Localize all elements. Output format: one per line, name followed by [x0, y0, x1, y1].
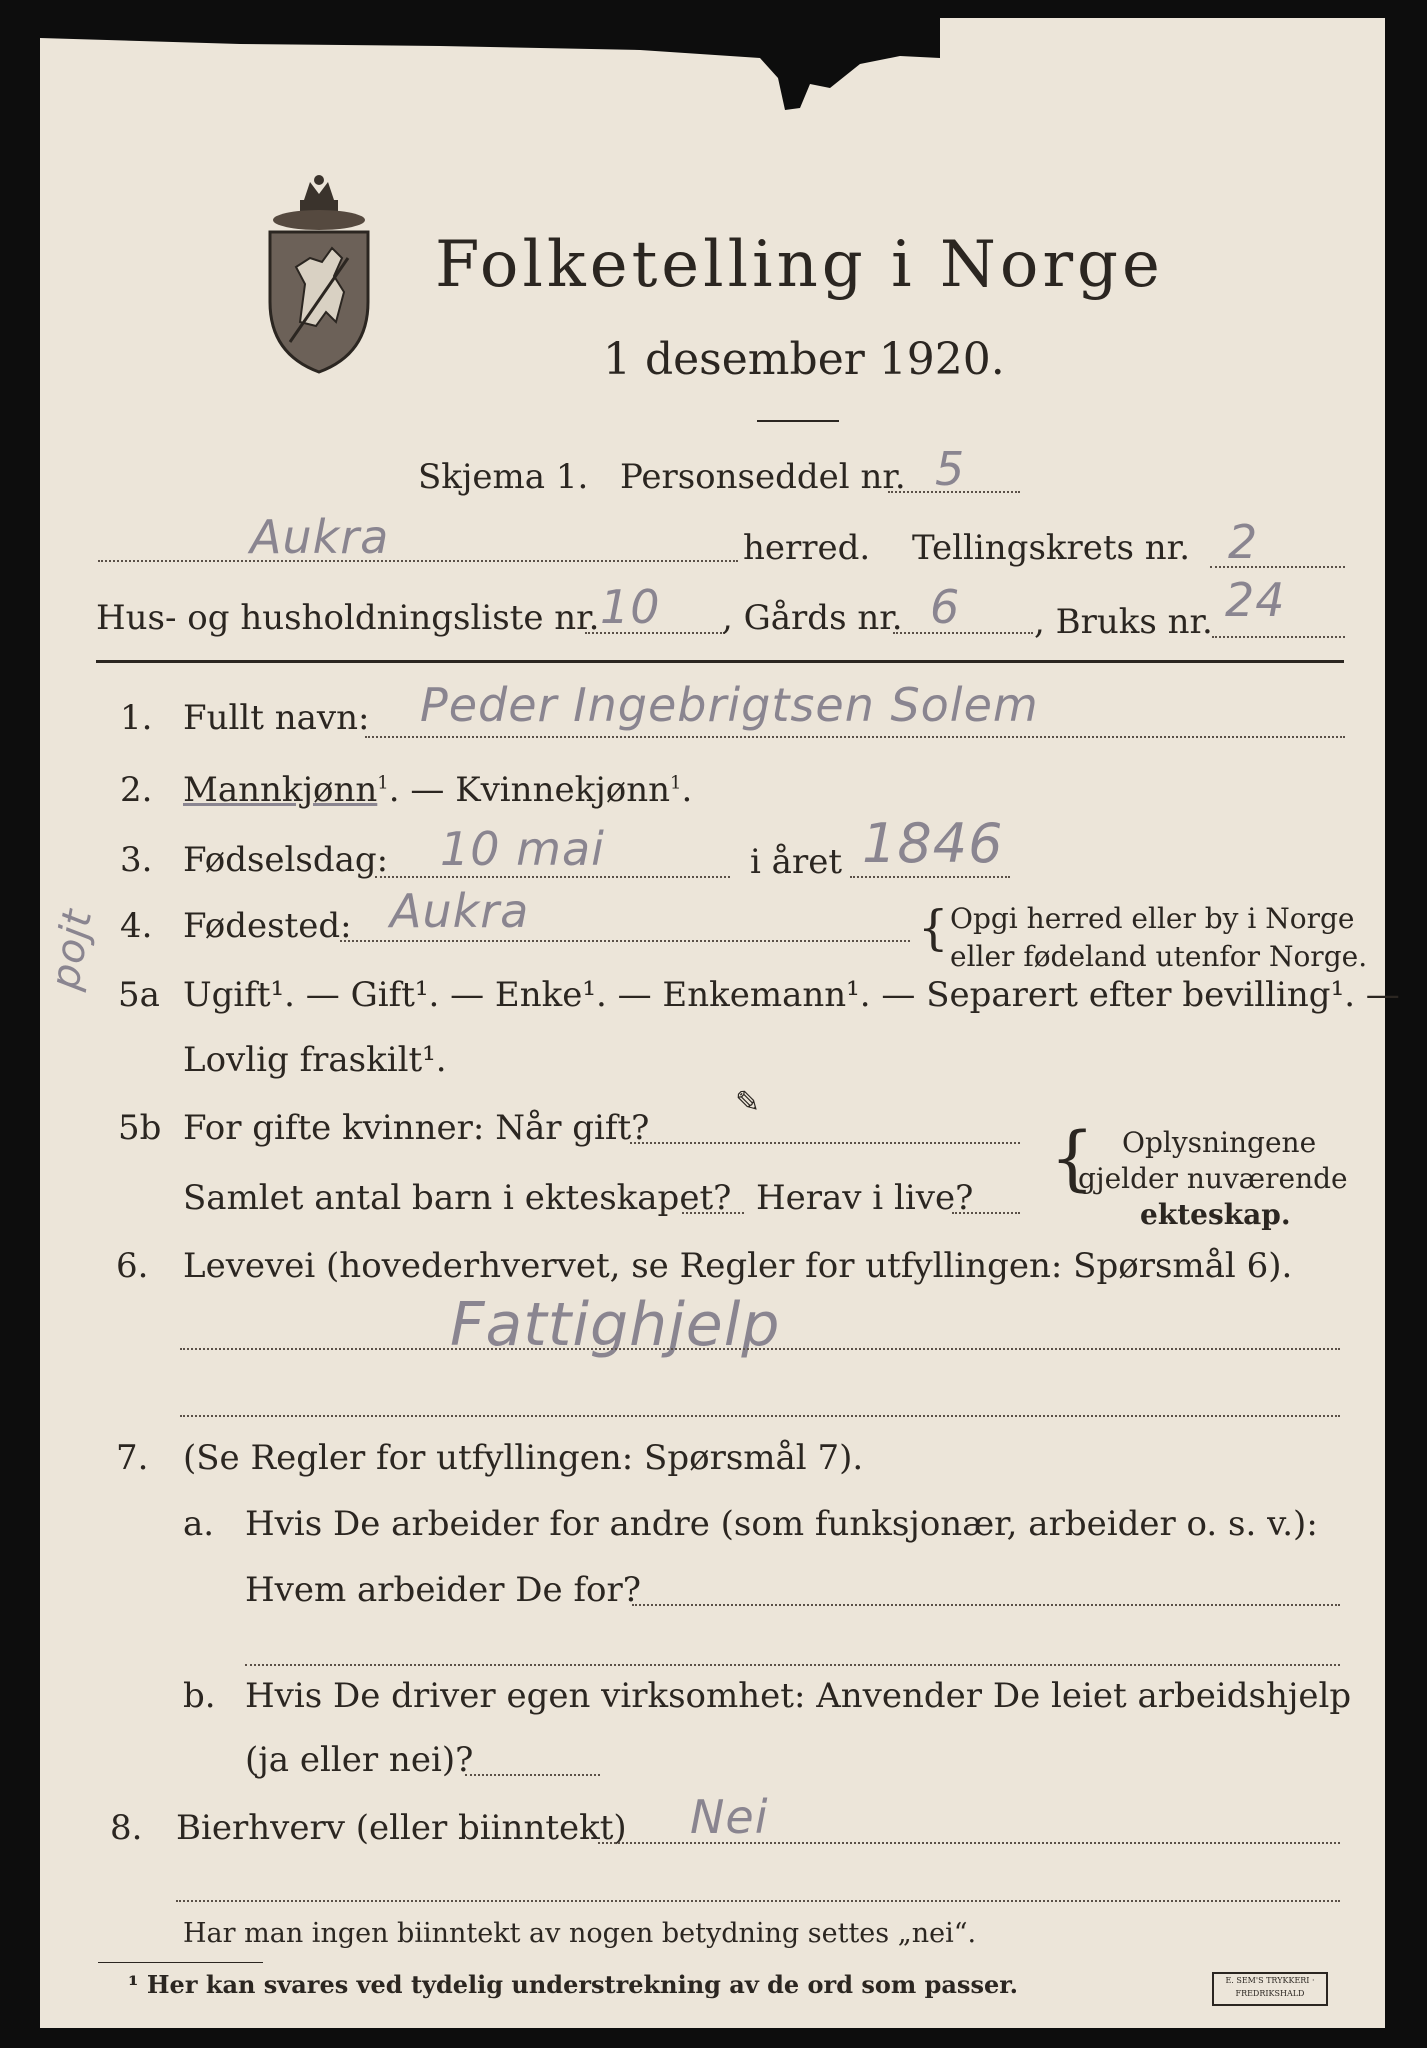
q5b-brace: {	[1050, 1117, 1095, 1199]
q4-brace: {	[918, 900, 949, 956]
q5b-children-line[interactable]	[682, 1212, 744, 1214]
gards-label: , Gårds nr.	[722, 598, 903, 638]
q1-full-name-value[interactable]: Peder Ingebrigtsen Solem	[420, 678, 1039, 732]
herred-line	[98, 560, 738, 562]
q2-separator: . —	[388, 770, 456, 810]
q7a-line1: Hvis De arbeider for andre (som funksjonær, arbeider o. s. v.):	[245, 1504, 1318, 1544]
q3-line	[375, 876, 730, 878]
q5a-marital-options[interactable]: Ugift¹. — Gift¹. — Enke¹. — Enkemann¹. — Separert efter bevilling¹. —	[183, 975, 1400, 1015]
q7b-line1: Hvis De driver egen virksomhet: Anvender De leiet arbeidshjelp	[245, 1676, 1352, 1716]
footnote-rule	[98, 1962, 263, 1963]
herred-label: herred.	[743, 528, 871, 568]
q1-label: Fullt navn:	[183, 698, 370, 738]
printer-stamp: E. SEM'S TRYKKERI · FREDRIKSHALD	[1212, 1972, 1328, 2006]
q4-birthplace-value[interactable]: Aukra	[390, 884, 530, 938]
q7b-line2: (ja eller nei)?	[245, 1740, 474, 1780]
gards-line	[893, 632, 1033, 634]
q3-label: Fødselsdag:	[183, 840, 389, 880]
norwegian-coat-of-arms-icon	[260, 172, 378, 377]
q6-line-2	[180, 1415, 1340, 1417]
q5a-marital-options-cont[interactable]: Lovlig fraskilt¹.	[183, 1040, 447, 1080]
hus-value[interactable]: 10	[600, 580, 661, 634]
census-form-paper	[40, 18, 1385, 2028]
q5b-children-label: Samlet antal barn i ekteskapet?	[183, 1178, 732, 1218]
ink-mark-icon: ✎	[735, 1085, 761, 1120]
q6-line-1	[180, 1348, 1340, 1350]
q3-year-line	[850, 876, 1010, 878]
q5a-number: 5a	[118, 975, 160, 1015]
q4-note-line2: eller fødeland utenfor Norge.	[950, 940, 1368, 973]
herred-value[interactable]: Aukra	[250, 510, 390, 564]
q1-line	[365, 736, 1345, 738]
q2-number: 2.	[120, 770, 153, 810]
q4-label: Fødested:	[183, 906, 352, 946]
q7a-letter: a.	[183, 1504, 215, 1544]
q7b-letter: b.	[183, 1676, 216, 1716]
census-date: 1 desember 1920.	[603, 334, 1005, 385]
q4-line	[340, 940, 910, 942]
q5b-number: 5b	[118, 1108, 162, 1148]
q8-number: 8.	[110, 1808, 143, 1848]
q5b-note-line3: ekteskap.	[1140, 1198, 1291, 1231]
q2-male-option[interactable]: Mannkjønn	[183, 770, 378, 810]
q7a-line-2[interactable]	[245, 1664, 1340, 1666]
q8-line-2	[176, 1900, 1340, 1902]
q3-birthday-value[interactable]: 10 mai	[440, 822, 605, 876]
q3-year-label: i året	[750, 842, 842, 882]
q4-number: 4.	[120, 906, 153, 946]
q5b-when-married-label: For gifte kvinner: Når gift?	[183, 1108, 650, 1148]
bruks-label: , Bruks nr.	[1034, 602, 1213, 642]
q6-occupation-value[interactable]: Fattighjelp	[450, 1290, 781, 1360]
q2-sex-options: Mannkjønn$^1$. — Kvinnekjønn$^1$.	[183, 770, 693, 810]
q8-secondary-income-value[interactable]: Nei	[690, 1790, 769, 1844]
q6-label: Levevei (hovederhvervet, se Regler for utfyllingen: Spørsmål 6).	[183, 1246, 1293, 1286]
q4-note-line1: Opgi herred eller by i Norge	[950, 902, 1355, 935]
hus-label: Hus- og husholdningsliste nr.	[96, 598, 600, 638]
q3-year-value[interactable]: 1846	[862, 812, 1004, 875]
header-rule	[96, 660, 1344, 663]
q5b-alive-label: Herav i live?	[756, 1178, 974, 1218]
q1-number: 1.	[120, 698, 153, 738]
q3-number: 3.	[120, 840, 153, 880]
q5b-note-line2: gjelder nuværende	[1078, 1162, 1348, 1195]
q5b-note-line1: Oplysningene	[1122, 1126, 1317, 1159]
q6-number: 6.	[116, 1246, 149, 1286]
bruks-value[interactable]: 24	[1225, 573, 1286, 627]
q8-label: Bierhverv (eller biinntekt)	[176, 1808, 627, 1848]
q5b-alive-line[interactable]	[952, 1212, 1020, 1214]
title-divider	[757, 420, 839, 422]
bruks-line	[1212, 636, 1345, 638]
q7-label: (Se Regler for utfyllingen: Spørsmål 7).	[183, 1438, 864, 1478]
q5b-when-married-line[interactable]	[630, 1142, 1020, 1144]
tellingskrets-value[interactable]: 2	[1228, 515, 1259, 569]
form-title: Folketelling i Norge	[435, 228, 1164, 302]
footnote: ¹ Her kan svares ved tydelig understrekning av de ord som passer.	[128, 1970, 1019, 1999]
margin-pencil-note: pojt	[42, 905, 102, 993]
q7b-line[interactable]	[465, 1774, 600, 1776]
personseddel-label: Personseddel nr.	[620, 457, 906, 497]
tellingskrets-label: Tellingskrets nr.	[912, 528, 1191, 568]
torn-edge	[40, 18, 940, 128]
footer-note: Har man ingen biinntekt av nogen betydning settes „nei“.	[183, 1918, 977, 1949]
schema-label: Skjema 1.	[418, 457, 589, 497]
personseddel-value[interactable]: 5	[935, 442, 966, 496]
q7a-line-1[interactable]	[632, 1604, 1340, 1606]
q2-female-option[interactable]: Kvinnekjønn	[455, 770, 670, 810]
q7-number: 7.	[116, 1438, 149, 1478]
gards-value[interactable]: 6	[930, 580, 961, 634]
q7a-line2: Hvem arbeider De for?	[245, 1570, 641, 1610]
